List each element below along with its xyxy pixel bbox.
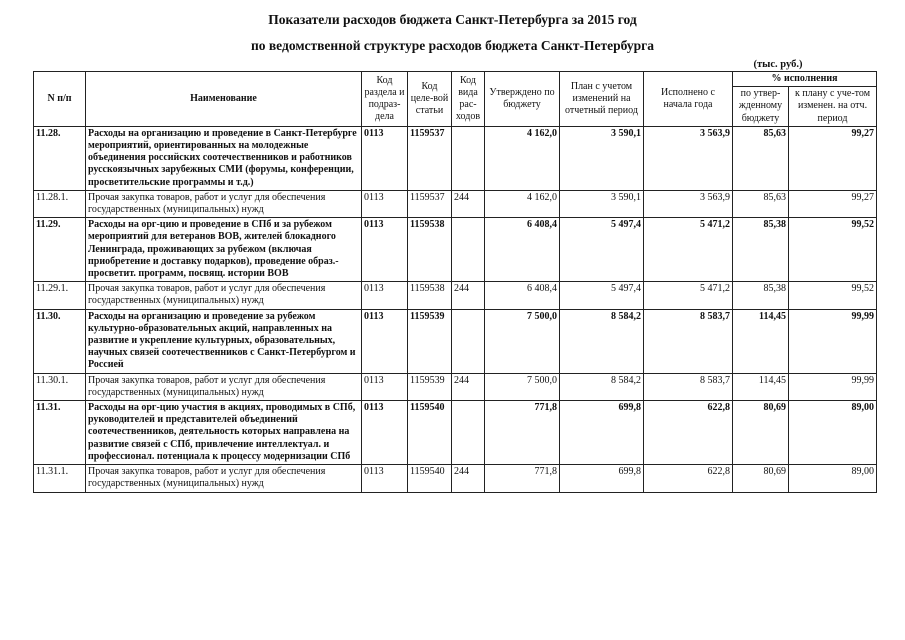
row-pct-plan: 89,00 (789, 401, 877, 465)
table-row (34, 309, 877, 373)
row-approved: 771,8 (485, 401, 560, 465)
row-razdel-code: 0113 (362, 282, 408, 309)
header-razdel: Код раздела и подраз-дела (362, 72, 408, 127)
row-razdel-code: 0113 (362, 309, 408, 373)
header-pct-group: % исполнения (733, 72, 877, 87)
row-name: Расходы на организацию и проведение в Санкт-Петербурге мероприятий, ориентированных на молодежные объединения российских соотечественников и работников русскоязычных зарубежных СМИ (форумы, конференции, просветительские программы и т.д.) (86, 126, 362, 190)
row-name: Расходы на орг-цию и проведение в СПб и за рубежом мероприятий для ветеранов ВОВ, жителей блокадного Ленинграда, проживающих за рубежом (включая приобретение и доставку подарков), проведение образ.-просветит. программ, посвящ. истории ВОВ (86, 218, 362, 282)
row-executed: 8 583,7 (644, 373, 733, 400)
row-pct-approved: 114,45 (733, 373, 789, 400)
page-subtitle: по ведомственной структуре расходов бюджета Санкт-Петербурга (250, 38, 655, 53)
row-pct-approved: 80,69 (733, 401, 789, 465)
row-pct-approved: 114,45 (733, 309, 789, 373)
row-statya-code: 1159538 (408, 218, 452, 282)
row-number: 11.29.1. (34, 282, 86, 309)
table-body (34, 126, 877, 492)
header-plan: План с учетом изменений на отчетный период (560, 72, 644, 127)
row-executed: 622,8 (644, 401, 733, 465)
row-name: Расходы на организацию и проведение за рубежом культурно-образовательных акций, направленных на развитие и укрепление культурных, образовательных, научных связей соотечественников с Санкт-Петербургом и Россией (86, 309, 362, 373)
row-number: 11.30.1. (34, 373, 86, 400)
row-executed: 5 471,2 (644, 218, 733, 282)
row-plan: 8 584,2 (560, 309, 644, 373)
header-approved: Утверждено по бюджету (485, 72, 560, 127)
header-pct-plan: к плану с уче-том изменен. на отч. период (789, 87, 877, 127)
row-name: Прочая закупка товаров, работ и услуг для обеспечения государственных (муниципальных) нужд (86, 465, 362, 492)
row-statya-code: 1159538 (408, 282, 452, 309)
row-statya-code: 1159540 (408, 401, 452, 465)
row-number: 11.30. (34, 309, 86, 373)
row-approved: 7 500,0 (485, 309, 560, 373)
row-statya-code: 1159539 (408, 309, 452, 373)
row-vid-code (452, 309, 485, 373)
row-razdel-code: 0113 (362, 465, 408, 492)
row-pct-approved: 85,63 (733, 190, 789, 217)
row-name: Прочая закупка товаров, работ и услуг для обеспечения государственных (муниципальных) нужд (86, 282, 362, 309)
row-number: 11.28.1. (34, 190, 86, 217)
row-razdel-code: 0113 (362, 126, 408, 190)
row-approved: 6 408,4 (485, 218, 560, 282)
row-name: Расходы на орг-цию участия в акциях, проводимых в СПб, руководителей и представителей объединений соотечественников, деятельность которых направлена на развитие связей с СПб, привлечение интеллектуал. и профессионал. потенциала к процессу модернизации СПб (86, 401, 362, 465)
table-row (34, 218, 877, 282)
table-row (34, 190, 877, 217)
row-plan: 3 590,1 (560, 190, 644, 217)
row-statya-code: 1159537 (408, 190, 452, 217)
row-approved: 4 162,0 (485, 126, 560, 190)
row-name: Прочая закупка товаров, работ и услуг для обеспечения государственных (муниципальных) нужд (86, 373, 362, 400)
row-statya-code: 1159540 (408, 465, 452, 492)
row-approved: 7 500,0 (485, 373, 560, 400)
table-row (34, 282, 877, 309)
row-vid-code (452, 401, 485, 465)
page-title: Показатели расходов бюджета Санкт-Петербурга за 2015 год (268, 12, 637, 27)
row-plan: 699,8 (560, 465, 644, 492)
row-approved: 6 408,4 (485, 282, 560, 309)
row-name: Прочая закупка товаров, работ и услуг для обеспечения государственных (муниципальных) нужд (86, 190, 362, 217)
units-label: (тыс. руб.) (753, 59, 803, 70)
row-vid-code: 244 (452, 282, 485, 309)
header-vid: Код вида рас-ходов (452, 72, 485, 127)
table-row (34, 465, 877, 492)
row-plan: 699,8 (560, 401, 644, 465)
row-pct-approved: 85,38 (733, 218, 789, 282)
row-vid-code (452, 218, 485, 282)
row-pct-plan: 89,00 (789, 465, 877, 492)
row-executed: 3 563,9 (644, 126, 733, 190)
row-number: 11.31. (34, 401, 86, 465)
header-name: Наименование (86, 72, 362, 127)
row-statya-code: 1159537 (408, 126, 452, 190)
row-approved: 4 162,0 (485, 190, 560, 217)
header-statya: Код целе-вой статьи (408, 72, 452, 127)
row-executed: 8 583,7 (644, 309, 733, 373)
row-plan: 3 590,1 (560, 126, 644, 190)
header-pct-approved: по утвер-жденному бюджету (733, 87, 789, 127)
table-row (34, 401, 877, 465)
table-row (34, 126, 877, 190)
row-pct-plan: 99,52 (789, 218, 877, 282)
row-pct-plan: 99,52 (789, 282, 877, 309)
row-approved: 771,8 (485, 465, 560, 492)
row-razdel-code: 0113 (362, 218, 408, 282)
row-vid-code: 244 (452, 373, 485, 400)
row-plan: 8 584,2 (560, 373, 644, 400)
row-pct-plan: 99,99 (789, 309, 877, 373)
row-pct-approved: 85,38 (733, 282, 789, 309)
table-row (34, 373, 877, 400)
row-vid-code: 244 (452, 190, 485, 217)
row-number: 11.28. (34, 126, 86, 190)
row-plan: 5 497,4 (560, 218, 644, 282)
row-statya-code: 1159539 (408, 373, 452, 400)
row-plan: 5 497,4 (560, 282, 644, 309)
row-pct-plan: 99,27 (789, 190, 877, 217)
row-number: 11.31.1. (34, 465, 86, 492)
row-executed: 3 563,9 (644, 190, 733, 217)
row-executed: 622,8 (644, 465, 733, 492)
row-razdel-code: 0113 (362, 401, 408, 465)
row-number: 11.29. (34, 218, 86, 282)
budget-table (33, 71, 877, 493)
header-nn: N п/п (34, 72, 86, 127)
row-pct-approved: 85,63 (733, 126, 789, 190)
row-vid-code: 244 (452, 465, 485, 492)
row-vid-code (452, 126, 485, 190)
header-executed: Исполнено с начала года (644, 72, 733, 127)
row-pct-plan: 99,27 (789, 126, 877, 190)
row-pct-plan: 99,99 (789, 373, 877, 400)
row-executed: 5 471,2 (644, 282, 733, 309)
row-pct-approved: 80,69 (733, 465, 789, 492)
row-razdel-code: 0113 (362, 373, 408, 400)
row-razdel-code: 0113 (362, 190, 408, 217)
